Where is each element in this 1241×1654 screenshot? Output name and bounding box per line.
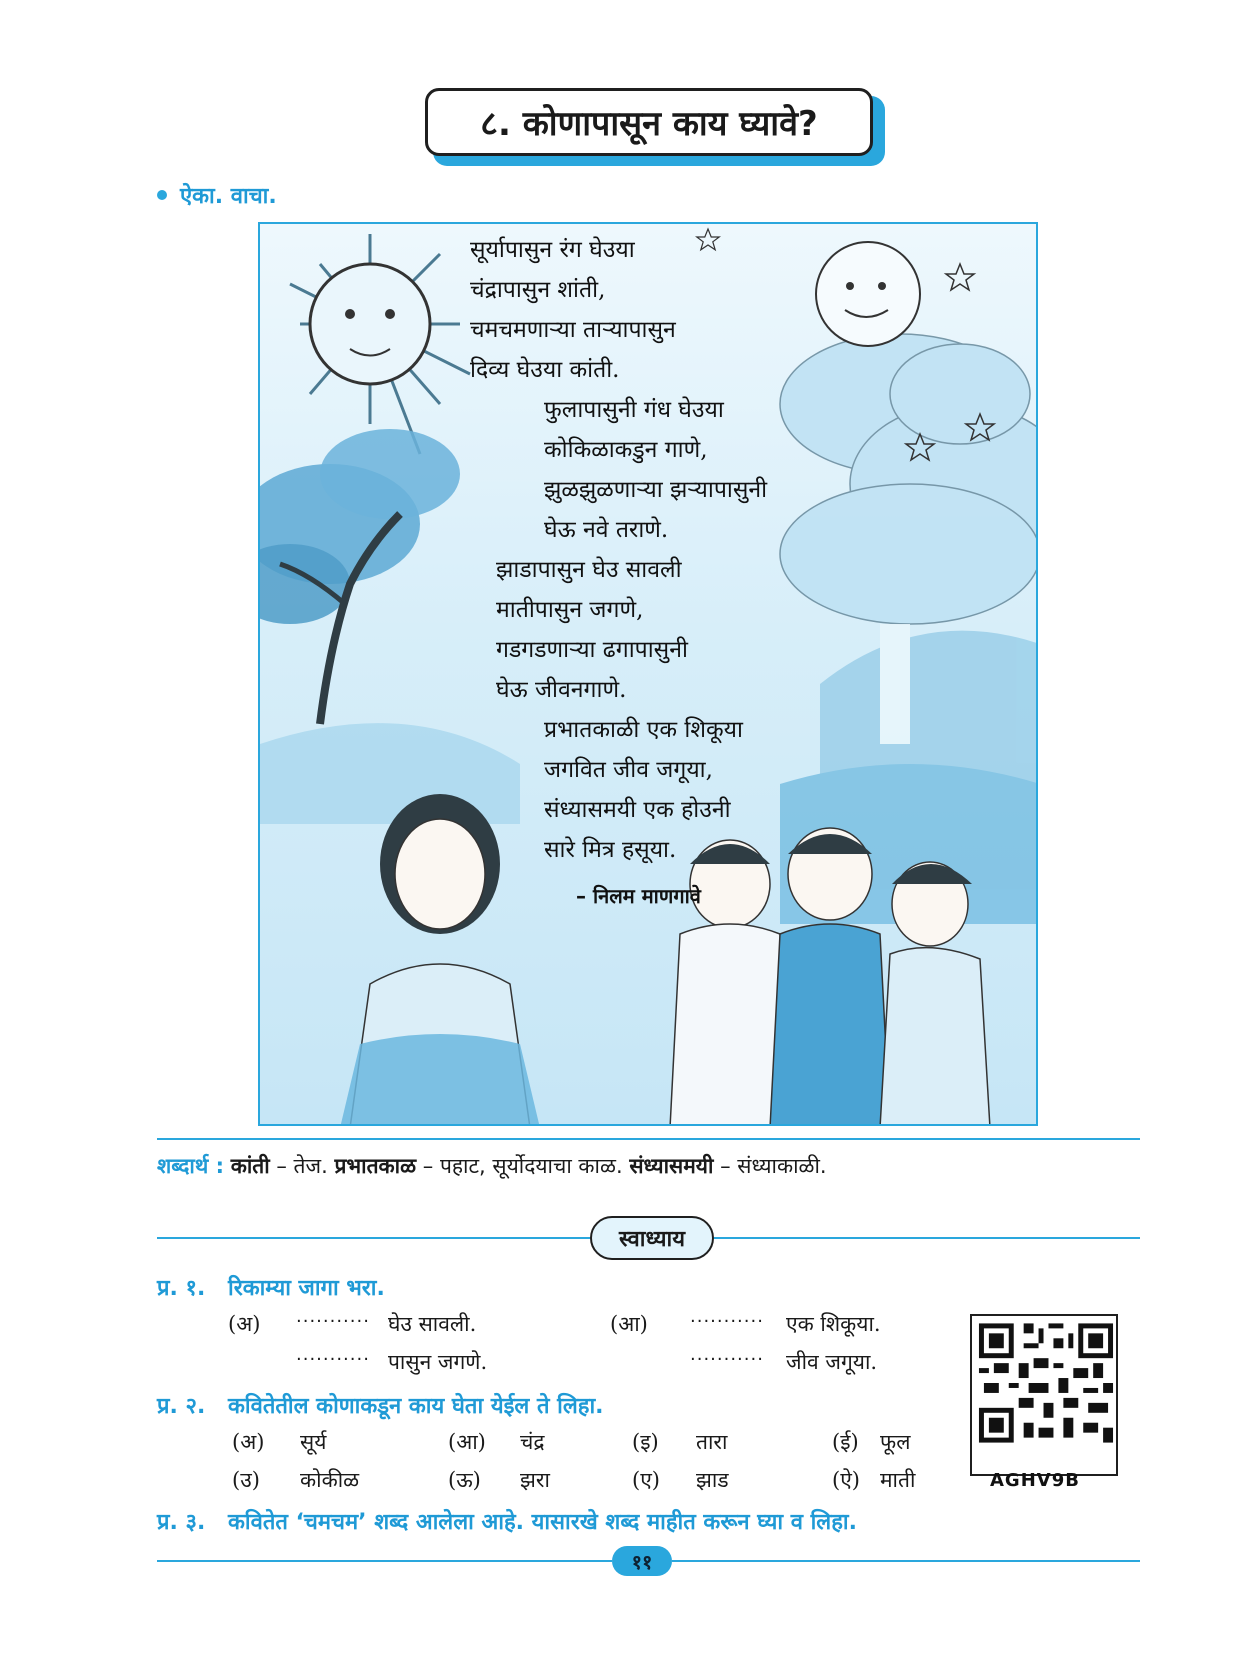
poem-line: घेऊ जीवनगाणे. (496, 677, 627, 703)
instruction-text: ऐका. वाचा. (180, 184, 277, 209)
q1-option-label: (आ) (610, 1312, 648, 1336)
blank-line[interactable]: ........... (296, 1344, 370, 1365)
poem-line: जगवित जीव जगूया, (544, 757, 713, 783)
blank-line[interactable]: ........... (296, 1306, 370, 1327)
divider (157, 1560, 612, 1562)
question-3-text: कवितेत ‘चमचम’ शब्द आलेला आहे. यासारखे शब्द माहीत करून घ्या व लिहा. (228, 1510, 857, 1535)
q1-blank-text: जीव जगूया. (786, 1350, 878, 1374)
poem-line: कोकिळाकडुन गाणे, (544, 437, 708, 463)
divider (157, 1237, 590, 1239)
q1-blank-text: घेउ सावली. (388, 1312, 477, 1336)
poem-author: – निलम माणगावे (576, 884, 701, 908)
glossary-meaning: – पहाट, सूर्योदयाचा काळ. (416, 1154, 630, 1178)
q2-option-label: (ई) (832, 1430, 859, 1454)
poem-line: घेऊ नवे तराणे. (544, 517, 669, 543)
glossary-label: शब्दार्थ : (157, 1154, 224, 1178)
q2-option-text: फूल (880, 1430, 911, 1454)
q2-option-text: तारा (696, 1430, 728, 1454)
divider (672, 1560, 1140, 1562)
glossary-word: संध्यासमयी (629, 1154, 714, 1178)
poem (260, 224, 1038, 1126)
poem-line: प्रभातकाळी एक शिकूया (544, 717, 743, 743)
glossary-word: प्रभातकाळ (334, 1154, 417, 1178)
poem-line: झुळझुळणाऱ्या झऱ्यापासुनी (544, 477, 768, 503)
q2-option-label: (ऊ) (448, 1468, 481, 1492)
poem-line: दिव्य घेउया कांती. (470, 357, 620, 383)
poem-line: झाडापासुन घेउ सावली (496, 557, 682, 583)
poem-illustration-panel (258, 222, 1038, 1126)
q1-option-label: (अ) (228, 1312, 261, 1336)
blank-line[interactable]: ........... (690, 1306, 764, 1327)
glossary-meaning: – तेज. (269, 1154, 335, 1178)
qr-code-icon (970, 1314, 1118, 1476)
blank-line[interactable]: ........... (690, 1344, 764, 1365)
q2-option-label: (उ) (232, 1468, 260, 1492)
q2-option-text: कोकीळ (300, 1468, 360, 1492)
question-2-label: प्र. २. (157, 1394, 206, 1419)
divider (157, 1138, 1140, 1140)
bullet-icon (157, 190, 167, 200)
section-title: स्वाध्याय (590, 1216, 714, 1260)
poem-line: सूर्यापासुन रंग घेउया (470, 237, 635, 263)
qr-pattern (974, 1318, 1118, 1448)
q2-option-label: (ए) (632, 1468, 660, 1492)
glossary-meaning: – संध्याकाळी. (713, 1154, 827, 1178)
question-3-label: प्र. ३. (157, 1510, 206, 1535)
question-1-label: प्र. १. (157, 1276, 206, 1301)
qr-code-text: AGHV9B (990, 1470, 1080, 1491)
divider (714, 1237, 1140, 1239)
q2-option-text: माती (880, 1468, 916, 1492)
q2-option-label: (अ) (232, 1430, 265, 1454)
poem-line: संध्यासमयी एक होउनी (544, 797, 731, 823)
q2-option-label: (इ) (632, 1430, 659, 1454)
page-number: ११ (612, 1546, 672, 1576)
q2-option-label: (ऐ) (832, 1468, 860, 1492)
q1-blank-text: एक शिकूया. (786, 1312, 881, 1336)
poem-line: चंद्रापासुन शांती, (470, 277, 606, 303)
question-1-text: रिकाम्या जागा भरा. (228, 1276, 385, 1301)
q1-blank-text: पासुन जगणे. (388, 1350, 488, 1374)
poem-line: सारे मित्र हसूया. (544, 837, 677, 863)
glossary-word: कांती (230, 1154, 270, 1178)
question-2-text: कवितेतील कोणाकडून काय घेता येईल ते लिहा. (228, 1394, 604, 1419)
q2-option-label: (आ) (448, 1430, 486, 1454)
q2-option-text: चंद्र (520, 1430, 545, 1454)
poem-line: गडगडणाऱ्या ढगापासुनी (496, 637, 688, 663)
q2-option-text: झाड (696, 1468, 729, 1492)
q2-option-text: झरा (520, 1468, 550, 1492)
poem-line: फुलापासुनी गंध घेउया (544, 397, 724, 423)
poem-line: चमचमणाऱ्या ताऱ्यापासुन (470, 317, 676, 343)
poem-line: मातीपासुन जगणे, (496, 597, 644, 623)
chapter-title-box (425, 88, 873, 156)
q2-option-text: सूर्य (300, 1430, 327, 1454)
glossary (157, 1152, 827, 1180)
chapter-title: ८. कोणापासून काय घ्यावे? (480, 104, 818, 144)
